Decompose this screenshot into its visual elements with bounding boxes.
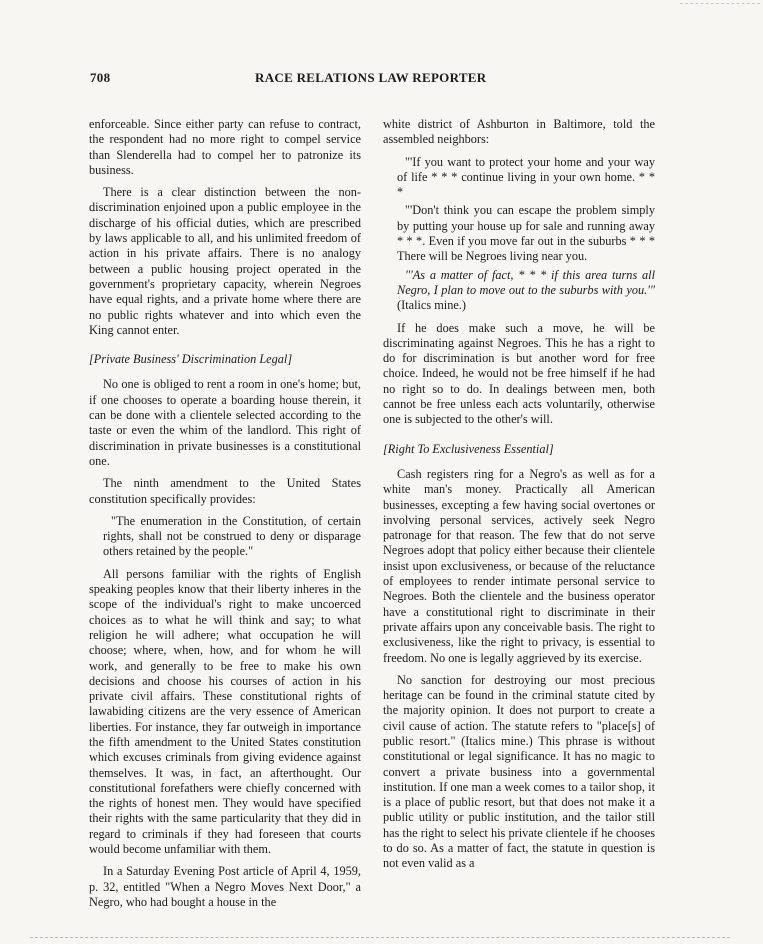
quote-italic-text: "'As a matter of fact, * * * if this area turns all Negro, I plan to move out to the suburbs with you.'" (397, 267, 655, 297)
paragraph: All persons familiar with the rights of English speaking peoples know that their liberty inheres in the scope of the individual's right to make uncoerced choices as to what he will think and say; to what religion he will adhere; what occupation he will choose; where, when, how, and for whom he will work, and generally to be free to make his own decisions and choose his courses of action in his private civil affairs. These constitutional rights of lawabiding citizens are the very essence of American liberties. For instance, they far outweigh in importance the fifth amendment to the United States constitution which excuses criminals from giving evidence against themselves. It was, in fact, an afterthought. Our constitutional forefathers were chiefly concerned with the rights of honest men. They would have specified their rights with the same particularity that they did in regard to criminals if they had foreseen that courts would become unfamiliar with them. (89, 566, 361, 857)
quote-text: "The enumeration in the Constitution, of certain rights, shall not be construed to deny or disparage others retained by the people." (103, 513, 361, 559)
right-column (383, 117, 655, 879)
block-quote (103, 514, 361, 560)
paragraph: There is a clear distinction between the non-discrimination enjoined upon a public employee in the discharge of his official duties, which are prescribed by laws applicable to all, and his unlimited freedom of action in his private affairs. There is no analogy between a public housing project operated in the government's proprietary capacity, wherein Negroes have equal rights, and a private home where there are no public rights whatever and into which even the King cannot enter. (89, 185, 361, 337)
quote-note: (Italics mine.) (397, 298, 466, 313)
paragraph: No one is obliged to rent a room in one's home; but, if one chooses to operate a boarding house therein, it can be done with a clientele selected according to the taste or even the whim of the landlord. This right of discrimination in private businesses is a constitutional one. (89, 377, 361, 468)
paragraph: The ninth amendment to the United States constitution specifically provides: (89, 476, 361, 506)
quote-text: "'Don't think you can escape the problem simply by putting your house up for sale and running away * * *. Even if you move far out in the suburbs * * * There will be Negroes living near you. (397, 203, 655, 264)
section-heading: [Private Business' Discrimination Legal] (89, 352, 293, 367)
section-heading: [Right To Exclusiveness Essential] (383, 441, 554, 456)
quote-text: "'If you want to protect your home and your way of life * * * continue living in your own home. * * * (397, 154, 655, 200)
paragraph: Cash registers ring for a Negro's as well as for a white man's money. Practically all American businesses, excepting a few having social overtones or involving personal services, actively seek Negro patronage for that reason. The few that do not serve Negroes adopt that policy either because their clientele insist upon exclusiveness, or because of the reluctance of employees to render intimate personal service to Negroes. Both the clientele and the business operator have a constitutional right to discriminate in their private affairs upon any conceivable basis. The right to exclusiveness, like the right to privacy, is essential to freedom. No one is legally aggrieved by its exercise. (383, 466, 655, 665)
quote-text (397, 268, 655, 314)
page-number: 708 (90, 70, 111, 85)
journal-title: RACE RELATIONS LAW REPORTER (255, 70, 487, 85)
paragraph: In a Saturday Evening Post article of April 4, 1959, p. 32, entitled "When a Negro Moves Next Door," a Negro, who had bought a house in the (89, 864, 361, 909)
top-scan-edge (680, 3, 760, 4)
paragraph: No sanction for destroying our most precious heritage can be found in the criminal statute cited by the majority opinion. It does not purport to create a civil cause of action. The statute refers to "place[s] of public resort." (Italics mine.) This phrase is without constitutional or legal significance. It has no magic to convert a private business into a governmental institution. If one man a week comes to a tailor shop, it is a place of public resort, but that does not make it a public utility or public institution, and the tailor still has the right to select his private clientele if he chooses to do so. As a matter of fact, the statute in question is not even valid as a (383, 672, 655, 871)
left-column (89, 117, 361, 917)
paragraph: white district of Ashburton in Baltimore, told the assembled neighbors: (383, 117, 655, 147)
paragraph: enforceable. Since either party can refuse to contract, the respondent had no more right to compel service than Slenderella had to compel her to patronize its business. (89, 117, 361, 177)
bottom-scan-edge (30, 937, 730, 938)
block-quote (397, 155, 655, 314)
paragraph: If he does make such a move, he will be discriminating against Negroes. This he has a right to do for discrimination is but another word for free choice. Indeed, he would not be free himself if he had no right so to do. In dealings between men, both cannot be free unless each acts voluntarily, otherwise one is subjected to the other's will. (383, 320, 655, 427)
